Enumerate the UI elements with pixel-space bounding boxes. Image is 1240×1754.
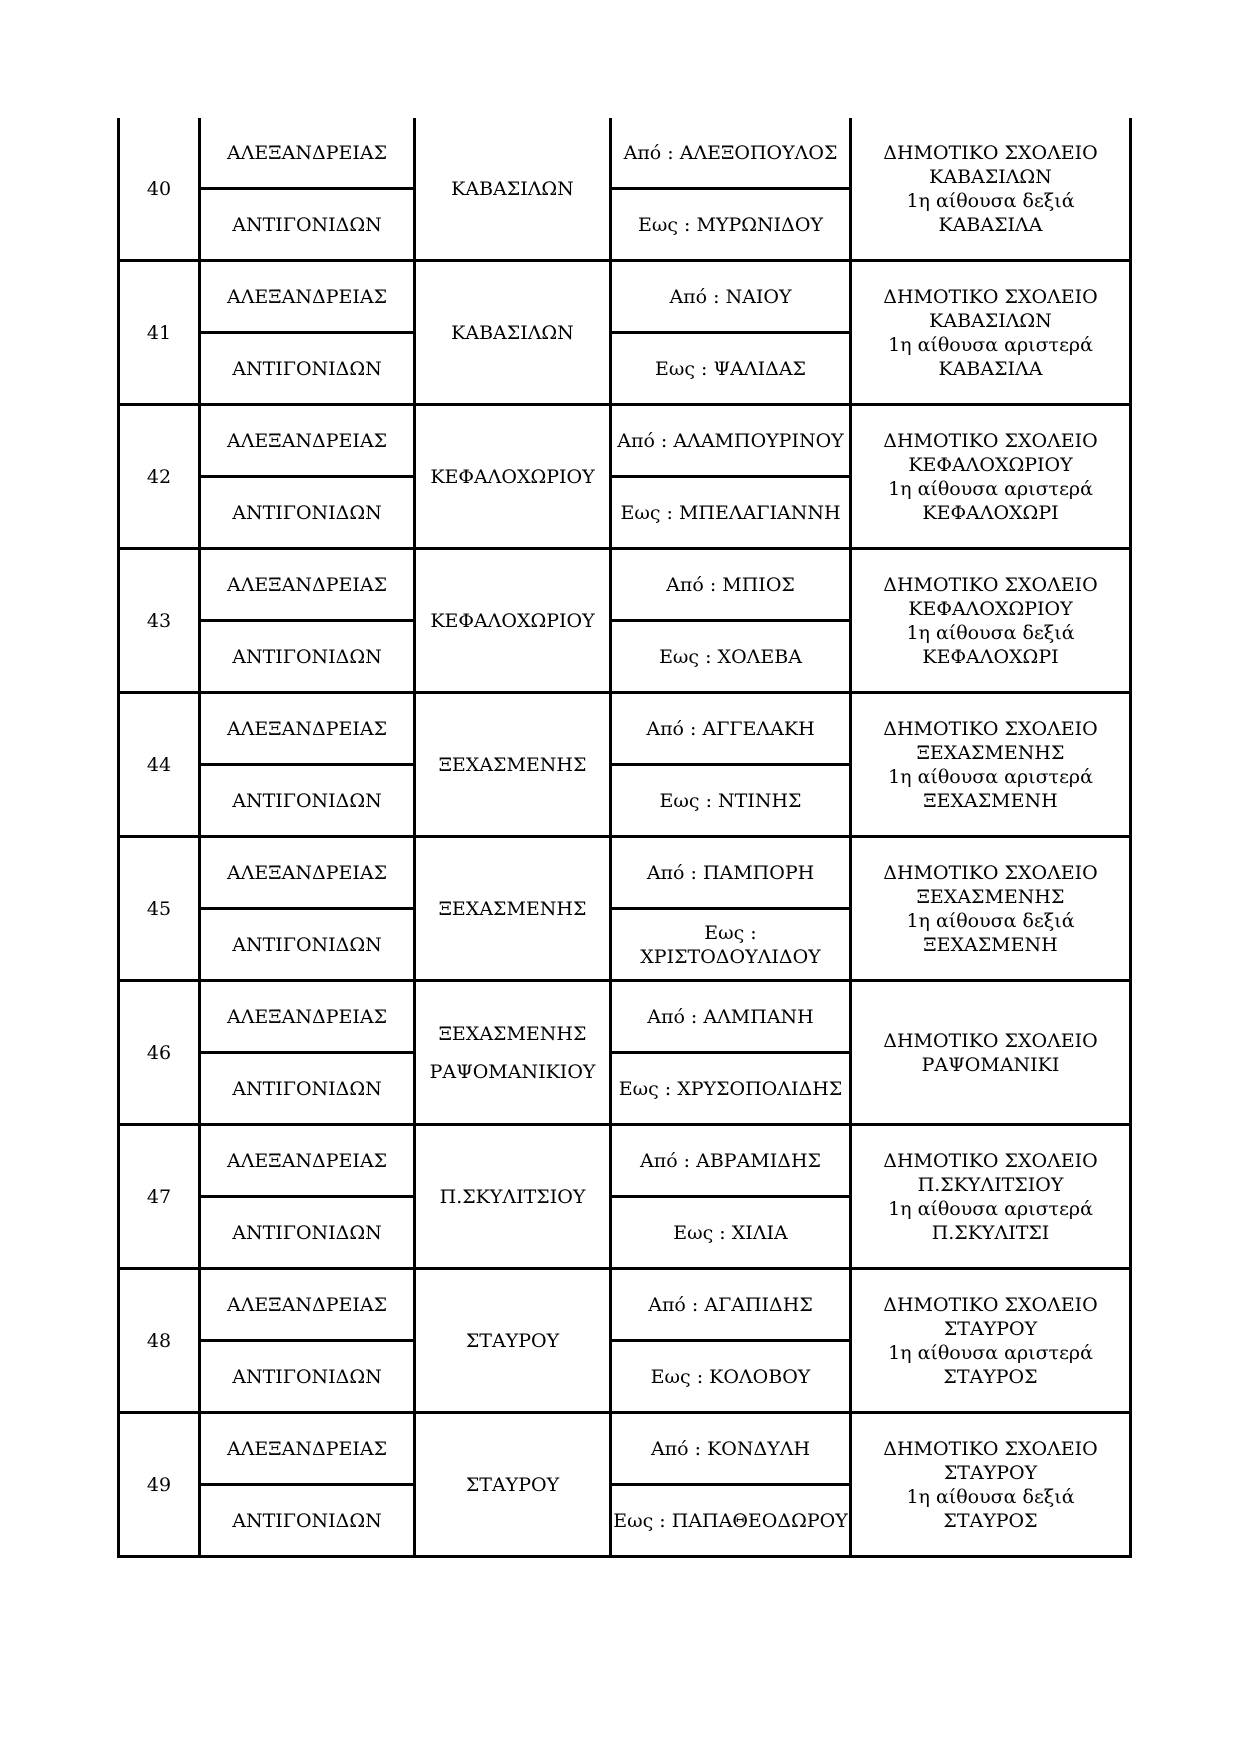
municipality-cell: ΑΝΤΙΓΟΝΙΔΩΝ <box>200 189 415 261</box>
location-line: ΔΗΜΟΤΙΚΟ ΣΧΟΛΕΙΟ <box>883 141 1098 164</box>
range-to-cell: Εως : ΧΙΛΙΑ <box>611 1197 851 1269</box>
community-line: ΡΑΨΟΜΑΝΙΚΙΟΥ <box>429 1060 596 1083</box>
location-cell <box>851 837 1131 981</box>
community-cell <box>415 261 611 405</box>
range-from-cell: Από : ΑΓΑΠΙΔΗΣ <box>611 1269 851 1341</box>
location-line: 1η αίθουσα αριστερά <box>888 333 1093 356</box>
location-cell <box>851 261 1131 405</box>
community-line: ΚΑΒΑΣΙΛΩΝ <box>451 177 574 200</box>
location-line: ΚΕΦΑΛΟΧΩΡΙ <box>922 501 1059 524</box>
location-line: ΔΗΜΟΤΙΚΟ ΣΧΟΛΕΙΟ <box>883 573 1098 596</box>
location-line: ΔΗΜΟΤΙΚΟ ΣΧΟΛΕΙΟ <box>883 429 1098 452</box>
community-cell <box>415 118 611 261</box>
municipality-cell: ΑΝΤΙΓΟΝΙΔΩΝ <box>200 477 415 549</box>
range-from-cell: Από : ΑΛΕΞΟΠΟΥΛΟΣ <box>611 118 851 189</box>
location-cell <box>851 981 1131 1125</box>
community-cell <box>415 693 611 837</box>
range-to-cell: Εως : ΜΠΕΛΑΓΙΑΝΝΗ <box>611 477 851 549</box>
range-to-cell: Εως : ΧΡΥΣΟΠΟΛΙΔΗΣ <box>611 1053 851 1125</box>
station-number: 43 <box>119 549 200 693</box>
location-cell <box>851 405 1131 549</box>
location-line: ΡΑΨΟΜΑΝΙΚΙ <box>921 1053 1060 1076</box>
community-line: ΞΕΧΑΣΜΕΝΗΣ <box>438 897 587 920</box>
location-line: ΚΕΦΑΛΟΧΩΡΙΟΥ <box>908 453 1073 476</box>
station-number: 44 <box>119 693 200 837</box>
prefecture-cell: ΑΛΕΞΑΝΔΡΕΙΑΣ <box>200 693 415 765</box>
municipality-cell: ΑΝΤΙΓΟΝΙΔΩΝ <box>200 1485 415 1557</box>
station-number: 48 <box>119 1269 200 1413</box>
location-line: ΚΑΒΑΣΙΛΑ <box>938 357 1043 380</box>
location-line: 1η αίθουσα δεξιά <box>906 909 1075 932</box>
range-to-cell: Εως : ΧΡΙΣΤΟΔΟΥΛΙΔΟΥ <box>611 909 851 981</box>
location-line: ΚΑΒΑΣΙΛΩΝ <box>929 165 1052 188</box>
location-cell <box>851 693 1131 837</box>
municipality-cell: ΑΝΤΙΓΟΝΙΔΩΝ <box>200 1197 415 1269</box>
community-line: ΚΕΦΑΛΟΧΩΡΙΟΥ <box>430 609 595 632</box>
prefecture-cell: ΑΛΕΞΑΝΔΡΕΙΑΣ <box>200 261 415 333</box>
location-line: ΞΕΧΑΣΜΕΝΗΣ <box>916 885 1065 908</box>
station-number: 47 <box>119 1125 200 1269</box>
range-from-cell: Από : ΑΒΡΑΜΙΔΗΣ <box>611 1125 851 1197</box>
table-row <box>119 261 1131 333</box>
community-cell <box>415 549 611 693</box>
municipality-cell: ΑΝΤΙΓΟΝΙΔΩΝ <box>200 621 415 693</box>
table-row <box>119 118 1131 189</box>
station-number: 49 <box>119 1413 200 1557</box>
location-line: 1η αίθουσα δεξιά <box>906 189 1075 212</box>
location-line: ΔΗΜΟΤΙΚΟ ΣΧΟΛΕΙΟ <box>883 1437 1098 1460</box>
location-line: 1η αίθουσα αριστερά <box>888 1341 1093 1364</box>
location-line: ΔΗΜΟΤΙΚΟ ΣΧΟΛΕΙΟ <box>883 861 1098 884</box>
station-number: 45 <box>119 837 200 981</box>
location-line: 1η αίθουσα αριστερά <box>888 1197 1093 1220</box>
location-line: ΞΕΧΑΣΜΕΝΗ <box>923 789 1058 812</box>
table-row <box>119 549 1131 621</box>
community-line: ΣΤΑΥΡΟΥ <box>465 1473 560 1496</box>
prefecture-cell: ΑΛΕΞΑΝΔΡΕΙΑΣ <box>200 549 415 621</box>
location-line: Π.ΣΚΥΛΙΤΣΙΟΥ <box>917 1173 1064 1196</box>
location-line: ΞΕΧΑΣΜΕΝΗΣ <box>916 741 1065 764</box>
location-line: ΚΑΒΑΣΙΛΩΝ <box>929 309 1052 332</box>
range-from-cell: Από : ΜΠΙΟΣ <box>611 549 851 621</box>
range-from-cell: Από : ΝΑΙΟΥ <box>611 261 851 333</box>
location-cell <box>851 1125 1131 1269</box>
location-line: Π.ΣΚΥΛΙΤΣΙ <box>931 1221 1050 1244</box>
location-line: 1η αίθουσα αριστερά <box>888 765 1093 788</box>
range-from-cell: Από : ΑΛΜΠΑΝΗ <box>611 981 851 1053</box>
table-row <box>119 405 1131 477</box>
municipality-cell: ΑΝΤΙΓΟΝΙΔΩΝ <box>200 765 415 837</box>
prefecture-cell: ΑΛΕΞΑΝΔΡΕΙΑΣ <box>200 1125 415 1197</box>
location-line: 1η αίθουσα αριστερά <box>888 477 1093 500</box>
table-row <box>119 981 1131 1053</box>
community-cell <box>415 981 611 1125</box>
range-from-cell: Από : ΚΟΝΔΥΛΗ <box>611 1413 851 1485</box>
location-line: 1η αίθουσα δεξιά <box>906 1485 1075 1508</box>
station-number: 46 <box>119 981 200 1125</box>
polling-stations-table <box>117 118 1132 1558</box>
municipality-cell: ΑΝΤΙΓΟΝΙΔΩΝ <box>200 1053 415 1125</box>
table-row <box>119 1413 1131 1485</box>
range-to-cell: Εως : ΧΟΛΕΒΑ <box>611 621 851 693</box>
community-cell <box>415 837 611 981</box>
range-to-cell: Εως : ΨΑΛΙΔΑΣ <box>611 333 851 405</box>
prefecture-cell: ΑΛΕΞΑΝΔΡΕΙΑΣ <box>200 405 415 477</box>
community-line: ΚΕΦΑΛΟΧΩΡΙΟΥ <box>430 465 595 488</box>
municipality-cell: ΑΝΤΙΓΟΝΙΔΩΝ <box>200 1341 415 1413</box>
location-line: ΔΗΜΟΤΙΚΟ ΣΧΟΛΕΙΟ <box>883 285 1098 308</box>
prefecture-cell: ΑΛΕΞΑΝΔΡΕΙΑΣ <box>200 837 415 909</box>
community-line: ΞΕΧΑΣΜΕΝΗΣ <box>438 1022 587 1045</box>
prefecture-cell: ΑΛΕΞΑΝΔΡΕΙΑΣ <box>200 1269 415 1341</box>
location-line: ΞΕΧΑΣΜΕΝΗ <box>923 933 1058 956</box>
range-to-cell: Εως : ΠΑΠΑΘΕΟΔΩΡΟΥ <box>611 1485 851 1557</box>
location-line: ΚΑΒΑΣΙΛΑ <box>938 213 1043 236</box>
location-line: ΣΤΑΥΡΟΣ <box>943 1509 1038 1532</box>
prefecture-cell: ΑΛΕΞΑΝΔΡΕΙΑΣ <box>200 981 415 1053</box>
range-to-cell: Εως : ΜΥΡΩΝΙΔΟΥ <box>611 189 851 261</box>
prefecture-cell: ΑΛΕΞΑΝΔΡΕΙΑΣ <box>200 118 415 189</box>
location-line: ΔΗΜΟΤΙΚΟ ΣΧΟΛΕΙΟ <box>883 717 1098 740</box>
community-cell <box>415 1269 611 1413</box>
table-row <box>119 1125 1131 1197</box>
table-row <box>119 693 1131 765</box>
community-line: ΣΤΑΥΡΟΥ <box>465 1329 560 1352</box>
range-from-cell: Από : ΑΓΓΕΛΑΚΗ <box>611 693 851 765</box>
prefecture-cell: ΑΛΕΞΑΝΔΡΕΙΑΣ <box>200 1413 415 1485</box>
location-line: ΔΗΜΟΤΙΚΟ ΣΧΟΛΕΙΟ <box>883 1029 1098 1052</box>
table-body <box>119 118 1131 1557</box>
location-line: ΣΤΑΥΡΟΥ <box>943 1461 1038 1484</box>
station-number: 42 <box>119 405 200 549</box>
community-cell <box>415 405 611 549</box>
range-to-cell: Εως : ΝΤΙΝΗΣ <box>611 765 851 837</box>
location-line: 1η αίθουσα δεξιά <box>906 621 1075 644</box>
station-number: 41 <box>119 261 200 405</box>
table-row <box>119 837 1131 909</box>
location-line: ΣΤΑΥΡΟΥ <box>943 1317 1038 1340</box>
location-cell <box>851 1269 1131 1413</box>
municipality-cell: ΑΝΤΙΓΟΝΙΔΩΝ <box>200 333 415 405</box>
location-line: ΔΗΜΟΤΙΚΟ ΣΧΟΛΕΙΟ <box>883 1149 1098 1172</box>
community-line: ΚΑΒΑΣΙΛΩΝ <box>451 321 574 344</box>
location-line: ΚΕΦΑΛΟΧΩΡΙ <box>922 645 1059 668</box>
community-cell <box>415 1413 611 1557</box>
location-cell <box>851 549 1131 693</box>
range-from-cell: Από : ΑΛΑΜΠΟΥΡΙΝΟΥ <box>611 405 851 477</box>
municipality-cell: ΑΝΤΙΓΟΝΙΔΩΝ <box>200 909 415 981</box>
location-cell <box>851 118 1131 261</box>
range-to-cell: Εως : ΚΟΛΟΒΟΥ <box>611 1341 851 1413</box>
location-line: ΔΗΜΟΤΙΚΟ ΣΧΟΛΕΙΟ <box>883 1293 1098 1316</box>
table-row <box>119 1269 1131 1341</box>
community-line: Π.ΣΚΥΛΙΤΣΙΟΥ <box>439 1185 586 1208</box>
station-number: 40 <box>119 118 200 261</box>
range-from-cell: Από : ΠΑΜΠΟΡΗ <box>611 837 851 909</box>
community-cell <box>415 1125 611 1269</box>
location-cell <box>851 1413 1131 1557</box>
location-line: ΚΕΦΑΛΟΧΩΡΙΟΥ <box>908 597 1073 620</box>
community-line: ΞΕΧΑΣΜΕΝΗΣ <box>438 753 587 776</box>
location-line: ΣΤΑΥΡΟΣ <box>943 1365 1038 1388</box>
